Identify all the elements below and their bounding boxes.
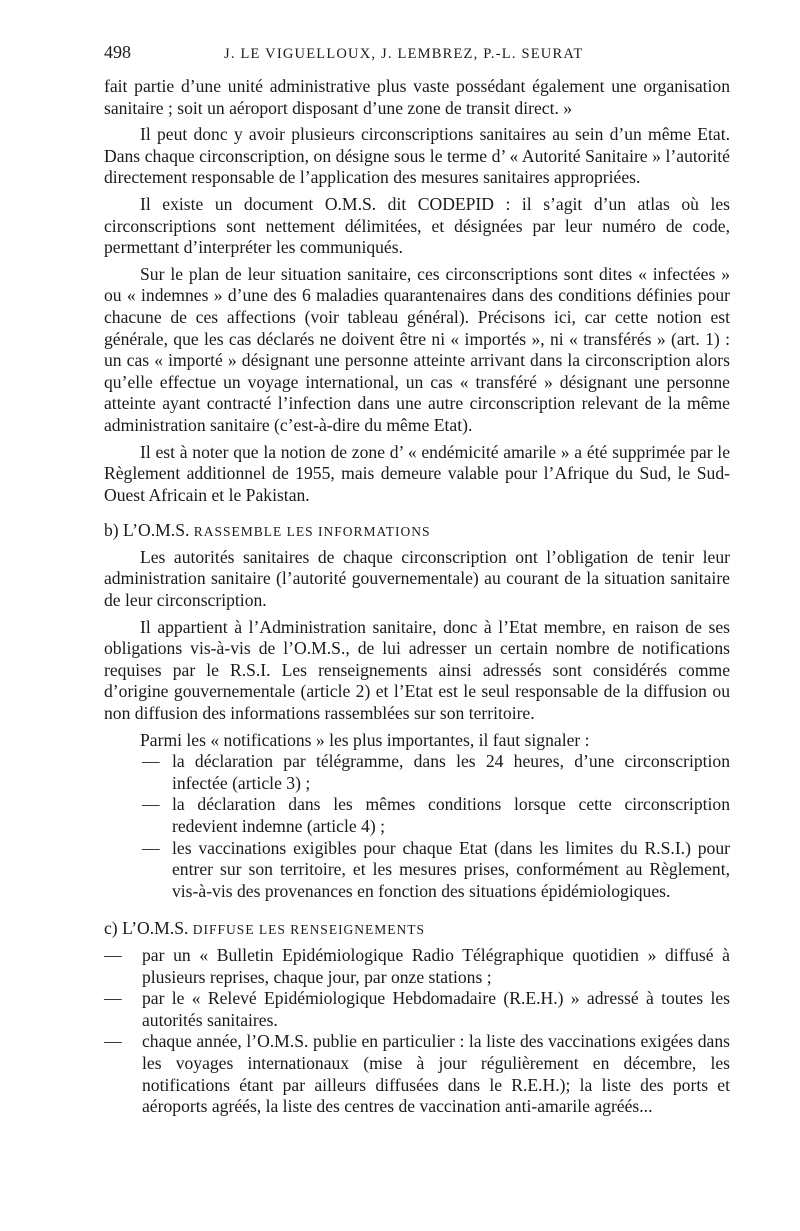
dash-marker: — [142, 794, 160, 815]
page-number: 498 [104, 42, 131, 62]
dash-marker: — [104, 988, 122, 1009]
page-header [104, 42, 730, 68]
section-b-label: b) L’O.M.S. [104, 520, 190, 541]
paragraph-situation-sanitaire: Sur le plan de leur situation sanitaire, ces circonscriptions sont dites « infectées » ou « indemnes » d’une des 6 maladies quarantenaires dans des conditions définies pour chacune de ces affections (voir tableau général). Précisons ici, car cette notion est générale, que les cas déclarés ne doivent être ni « importés », ni « transférés » (art. 1) : un cas « importé » désignant une personne atteinte arrivant dans la circonscription alors qu’elle effectue un voyage international, un cas « transféré » désignant une personne atteinte ayant contracté l’infection dans une autre circonscription relevant de la même administration sanitaire (c’est-à-dire du même Etat). [104, 263, 730, 435]
list-item-text: les vaccinations exigibles pour chaque Etat (dans les limites du R.S.I.) pour entrer sur son territoire, et les mesures prises, conformément au Règlement, vis-à-vis des provenances en fonction des situations épidémiologiques. [172, 837, 730, 901]
paragraph-circonscriptions: Il peut donc y avoir plusieurs circonscriptions sanitaires au sein d’un même Etat. Dans chaque circonscription, on désigne sous le terme d’ « Autorité Sanitaire » l’autorité directement responsable de l’application des mesures sanitaires appropriées. [104, 124, 730, 188]
document-page [104, 42, 730, 1118]
list-item-text: chaque année, l’O.M.S. publie en particulier : la liste des vaccinations exigées dans les voyages internationaux (mise à jour régulièrement en décembre, les notifications étant par ailleurs diffusées dans le R.E.H.); la liste des ports et aéroports agréés, la liste des centres de vaccination anti-amarile agréés... [142, 1031, 730, 1117]
list-item-text: par le « Relevé Epidémiologique Hebdomadaire (R.E.H.) » adressé à toutes les autorités sanitaires. [142, 988, 730, 1030]
section-c-title: DIFFUSE LES RENSEIGNEMENTS [192, 922, 426, 938]
paragraph-codepid: Il existe un document O.M.S. dit CODEPID : il s’agit d’un atlas où les circonscriptions sont nettement délimitées, et désignées par leur numéro de code, permettant d’interpréter les communiqués. [104, 193, 730, 258]
list-item [104, 988, 730, 1031]
list-item-text: la déclaration par télégramme, dans les 24 heures, d’une circonscription infectée (article 3) ; [172, 751, 730, 793]
dash-marker: — [142, 751, 160, 772]
paragraph-endemicite: Il est à noter que la notion de zone d’ « endémicité amarile » a été supprimée par le Règlement additionnel de 1955, mais demeure valable pour l’Afrique du Sud, le Sud-Ouest Africain et le Pakistan. [104, 441, 730, 505]
section-b-title: RASSEMBLE LES INFORMATIONS [193, 524, 431, 540]
list-item [104, 1031, 730, 1117]
diffusion-list [104, 945, 730, 1118]
section-c-heading [104, 918, 730, 941]
list-item [142, 794, 730, 837]
section-c-label: c) L’O.M.S. [104, 918, 189, 939]
paragraph-list-intro: Parmi les « notifications » les plus importantes, il faut signaler : [140, 729, 590, 750]
list-item [142, 838, 730, 903]
section-b-heading [104, 520, 730, 543]
running-head-authors: J. LE VIGUELLOUX, J. LEMBREZ, P.-L. SEURAT [224, 46, 584, 62]
list-item-text: par un « Bulletin Epidémiologique Radio Télégraphique quotidien » diffusé à plusieurs reprises, chaque jour, par onze stations ; [142, 944, 730, 987]
list-item-text: la déclaration dans les mêmes conditions lorsque cette circonscription redevient indemne (article 4) ; [172, 794, 730, 836]
dash-marker: — [104, 944, 122, 965]
notifications-list [142, 751, 730, 902]
list-item [142, 751, 730, 794]
dash-marker: — [142, 837, 160, 858]
paragraph-continuation: fait partie d’une unité administrative plus vaste possédant également une organisation sanitaire ; soit un aéroport disposant d’une zone de transit direct. » [104, 76, 730, 118]
paragraph-autorites-sanitaires: Les autorités sanitaires de chaque circonscription ont l’obligation de tenir leur administration sanitaire (l’autorité gouvernementale) au courant de la situation sanitaire de leur circonscription. [104, 546, 730, 611]
dash-marker: — [104, 1031, 122, 1052]
list-item [104, 945, 730, 988]
paragraph-administration-sanitaire: Il appartient à l’Administration sanitaire, donc à l’Etat membre, en raison de ses obligations vis-à-vis de l’O.M.S., de lui adresser un certain nombre de notifications requises par le R.S.I. Les renseignements ainsi adressés sont considérés comme d’origine gouvernementale (article 2) et l’Etat est le seul responsable de la diffusion ou non diffusion des informations rassemblées sur son territoire. [104, 616, 730, 724]
